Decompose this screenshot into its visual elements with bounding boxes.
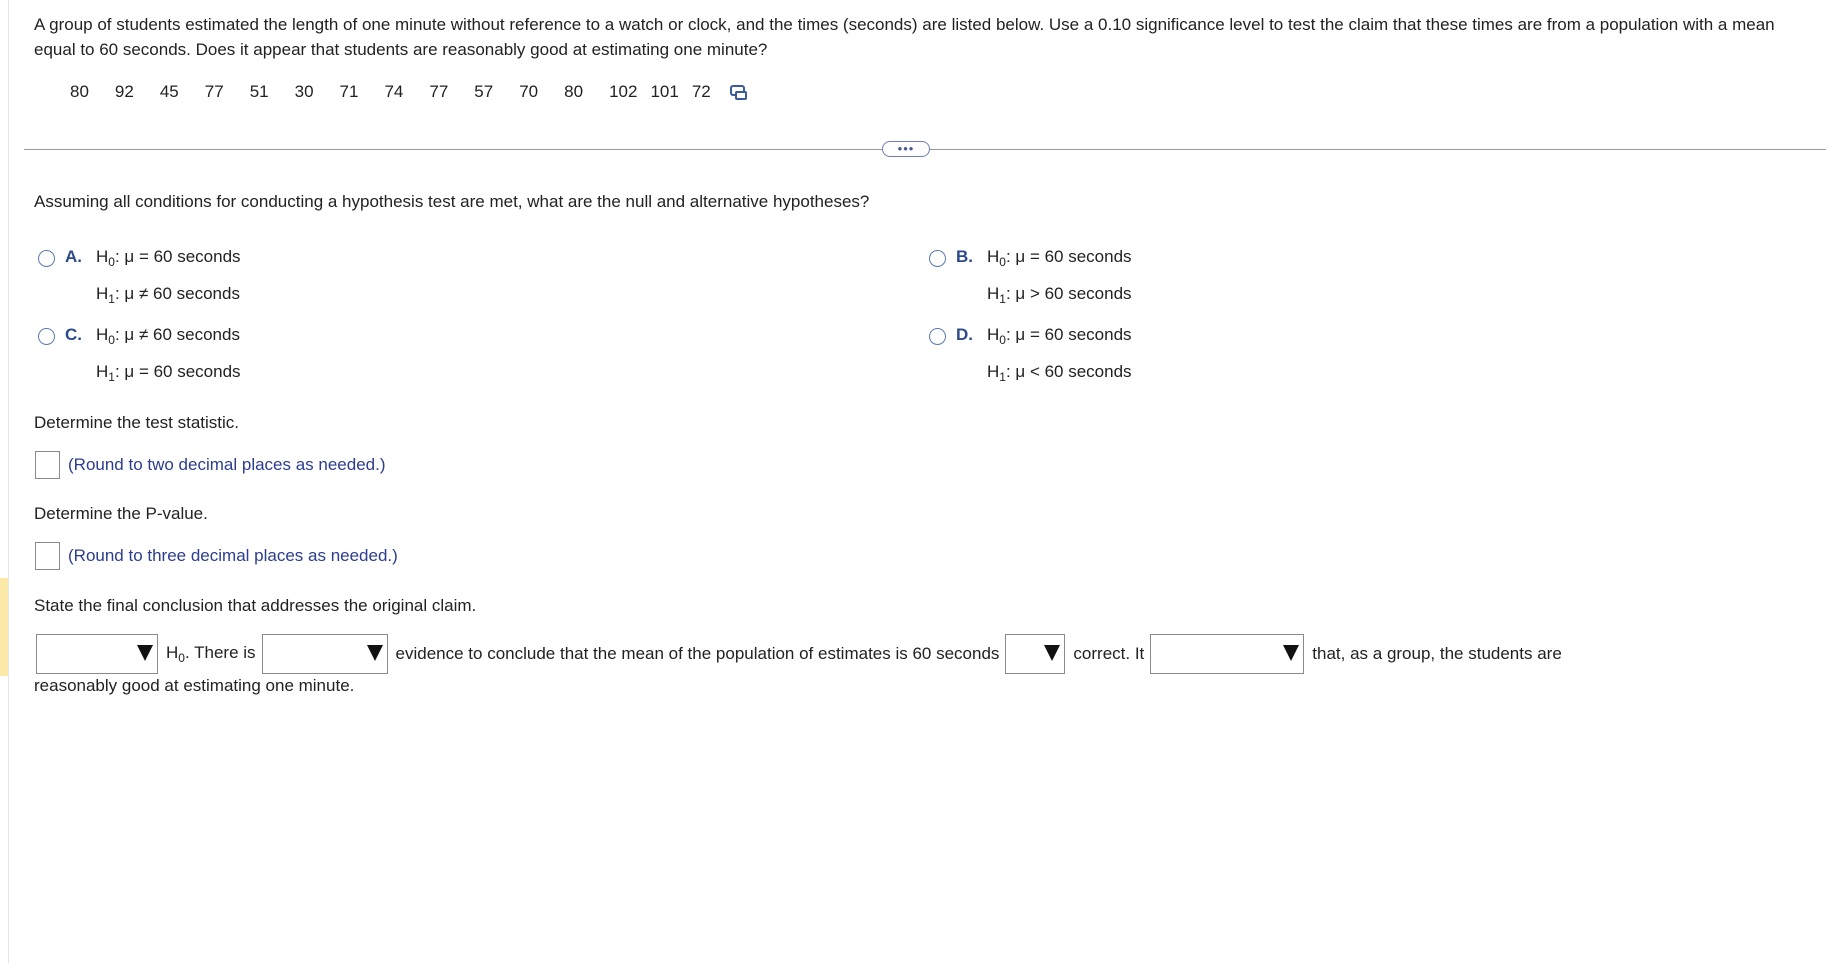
copy-data-icon[interactable] — [729, 83, 749, 101]
option-b[interactable] — [929, 245, 1132, 315]
is-isnot-dropdown[interactable] — [1005, 634, 1065, 674]
conclusion-text: . There is — [184, 643, 256, 662]
alt-hypothesis: $H_1$: μ < 60 seconds — [987, 362, 1132, 384]
test-statistic-label: Determine the test statistic. — [34, 413, 240, 432]
option-letter: C. — [65, 325, 82, 344]
data-value: 57 — [474, 82, 494, 101]
option-letter: B. — [956, 247, 973, 266]
data-value: 45 — [159, 82, 179, 101]
alt-hypothesis: $H_1$: μ > 60 seconds — [987, 284, 1132, 306]
conclusion-text: evidence to conclude that the mean of the population of estimates is 60 seconds — [395, 644, 1000, 663]
data-value: 80 — [564, 82, 584, 101]
data-value: 70 — [519, 82, 539, 101]
option-a[interactable] — [38, 245, 241, 315]
radio-option-a[interactable] — [38, 250, 55, 267]
more-button[interactable]: ••• — [882, 141, 930, 157]
problem-statement: A group of students estimated the length of one minute without reference to a watch or clock, and the times (seconds) are listed below. Use a 0.10 significance level to test the claim that these times are from a population with a mean equal to 60 seconds. Does it appear that students are reasonably good at estimating one minute? — [34, 15, 1775, 59]
data-values-row — [70, 80, 749, 104]
radio-option-c[interactable] — [38, 328, 55, 345]
alt-hypothesis: $H_1$: μ ≠ 60 seconds — [96, 284, 240, 306]
hypotheses — [96, 241, 241, 315]
data-value: 101 — [650, 82, 679, 101]
conclusion-sentence — [36, 634, 1568, 674]
p-value-label: Determine the P-value. — [34, 504, 208, 523]
p-value-hint: (Round to three decimal places as needed.) — [68, 546, 398, 565]
h1-text: μ < 60 seconds — [1015, 362, 1132, 381]
alt-hypothesis: $H_1$: μ = 60 seconds — [96, 362, 241, 384]
test-statistic-hint: (Round to two decimal places as needed.) — [68, 455, 386, 474]
appears-dropdown[interactable] — [1150, 634, 1304, 674]
h1-text: μ ≠ 60 seconds — [124, 284, 240, 303]
option-letter: D. — [956, 325, 973, 344]
data-value: 92 — [114, 82, 134, 101]
null-hypothesis: $H_0$: μ = 60 seconds — [987, 247, 1132, 269]
chevron-down-icon — [367, 645, 383, 661]
radio-option-d[interactable] — [929, 328, 946, 345]
data-value: 102 — [609, 82, 638, 101]
h0-text: μ = 60 seconds — [1015, 247, 1132, 266]
radio-option-b[interactable] — [929, 250, 946, 267]
conclusion-wrap-text: reasonably good at estimating one minute. — [34, 676, 355, 695]
null-hypothesis: $H_0$: μ = 60 seconds — [987, 325, 1132, 347]
h0-text: μ = 60 seconds — [1015, 325, 1132, 344]
current-part-indicator — [0, 578, 8, 676]
option-d[interactable] — [929, 323, 1132, 393]
data-value: 72 — [691, 82, 711, 101]
data-value: 74 — [384, 82, 404, 101]
chevron-down-icon — [137, 645, 153, 661]
data-value: 77 — [429, 82, 449, 101]
data-value: 51 — [249, 82, 269, 101]
null-hypothesis: $H_0$: μ = 60 seconds — [96, 247, 241, 269]
conclusion-text: that, as a group, the students are — [1312, 644, 1562, 663]
question-text: Assuming all conditions for conducting a hypothesis test are met, what are the null and alternative hypotheses? — [34, 192, 870, 211]
reject-decision-dropdown[interactable] — [36, 634, 158, 674]
data-value: 71 — [339, 82, 359, 101]
h1-text: μ > 60 seconds — [1015, 284, 1132, 303]
h0-text: μ ≠ 60 seconds — [124, 325, 240, 344]
left-margin-rule — [8, 0, 9, 963]
hypotheses — [96, 319, 241, 393]
option-c[interactable] — [38, 323, 241, 393]
conclusion-text: correct. It — [1073, 644, 1145, 663]
test-statistic-input[interactable] — [35, 451, 60, 479]
conclusion-label: State the final conclusion that addresses the original claim. — [34, 596, 477, 615]
data-value: 80 — [70, 82, 89, 101]
option-letter: A. — [65, 247, 82, 266]
p-value-input[interactable] — [35, 542, 60, 570]
conclusion-h0-text: $H_0$. There is — [166, 643, 256, 665]
data-value: 30 — [294, 82, 314, 101]
hypotheses — [987, 241, 1132, 315]
h0-text: μ = 60 seconds — [124, 247, 241, 266]
evidence-dropdown[interactable] — [262, 634, 388, 674]
chevron-down-icon — [1283, 645, 1299, 661]
hypotheses — [987, 319, 1132, 393]
chevron-down-icon — [1044, 645, 1060, 661]
data-value: 77 — [204, 82, 224, 101]
h1-text: μ = 60 seconds — [124, 362, 241, 381]
null-hypothesis: $H_0$: μ ≠ 60 seconds — [96, 325, 240, 347]
